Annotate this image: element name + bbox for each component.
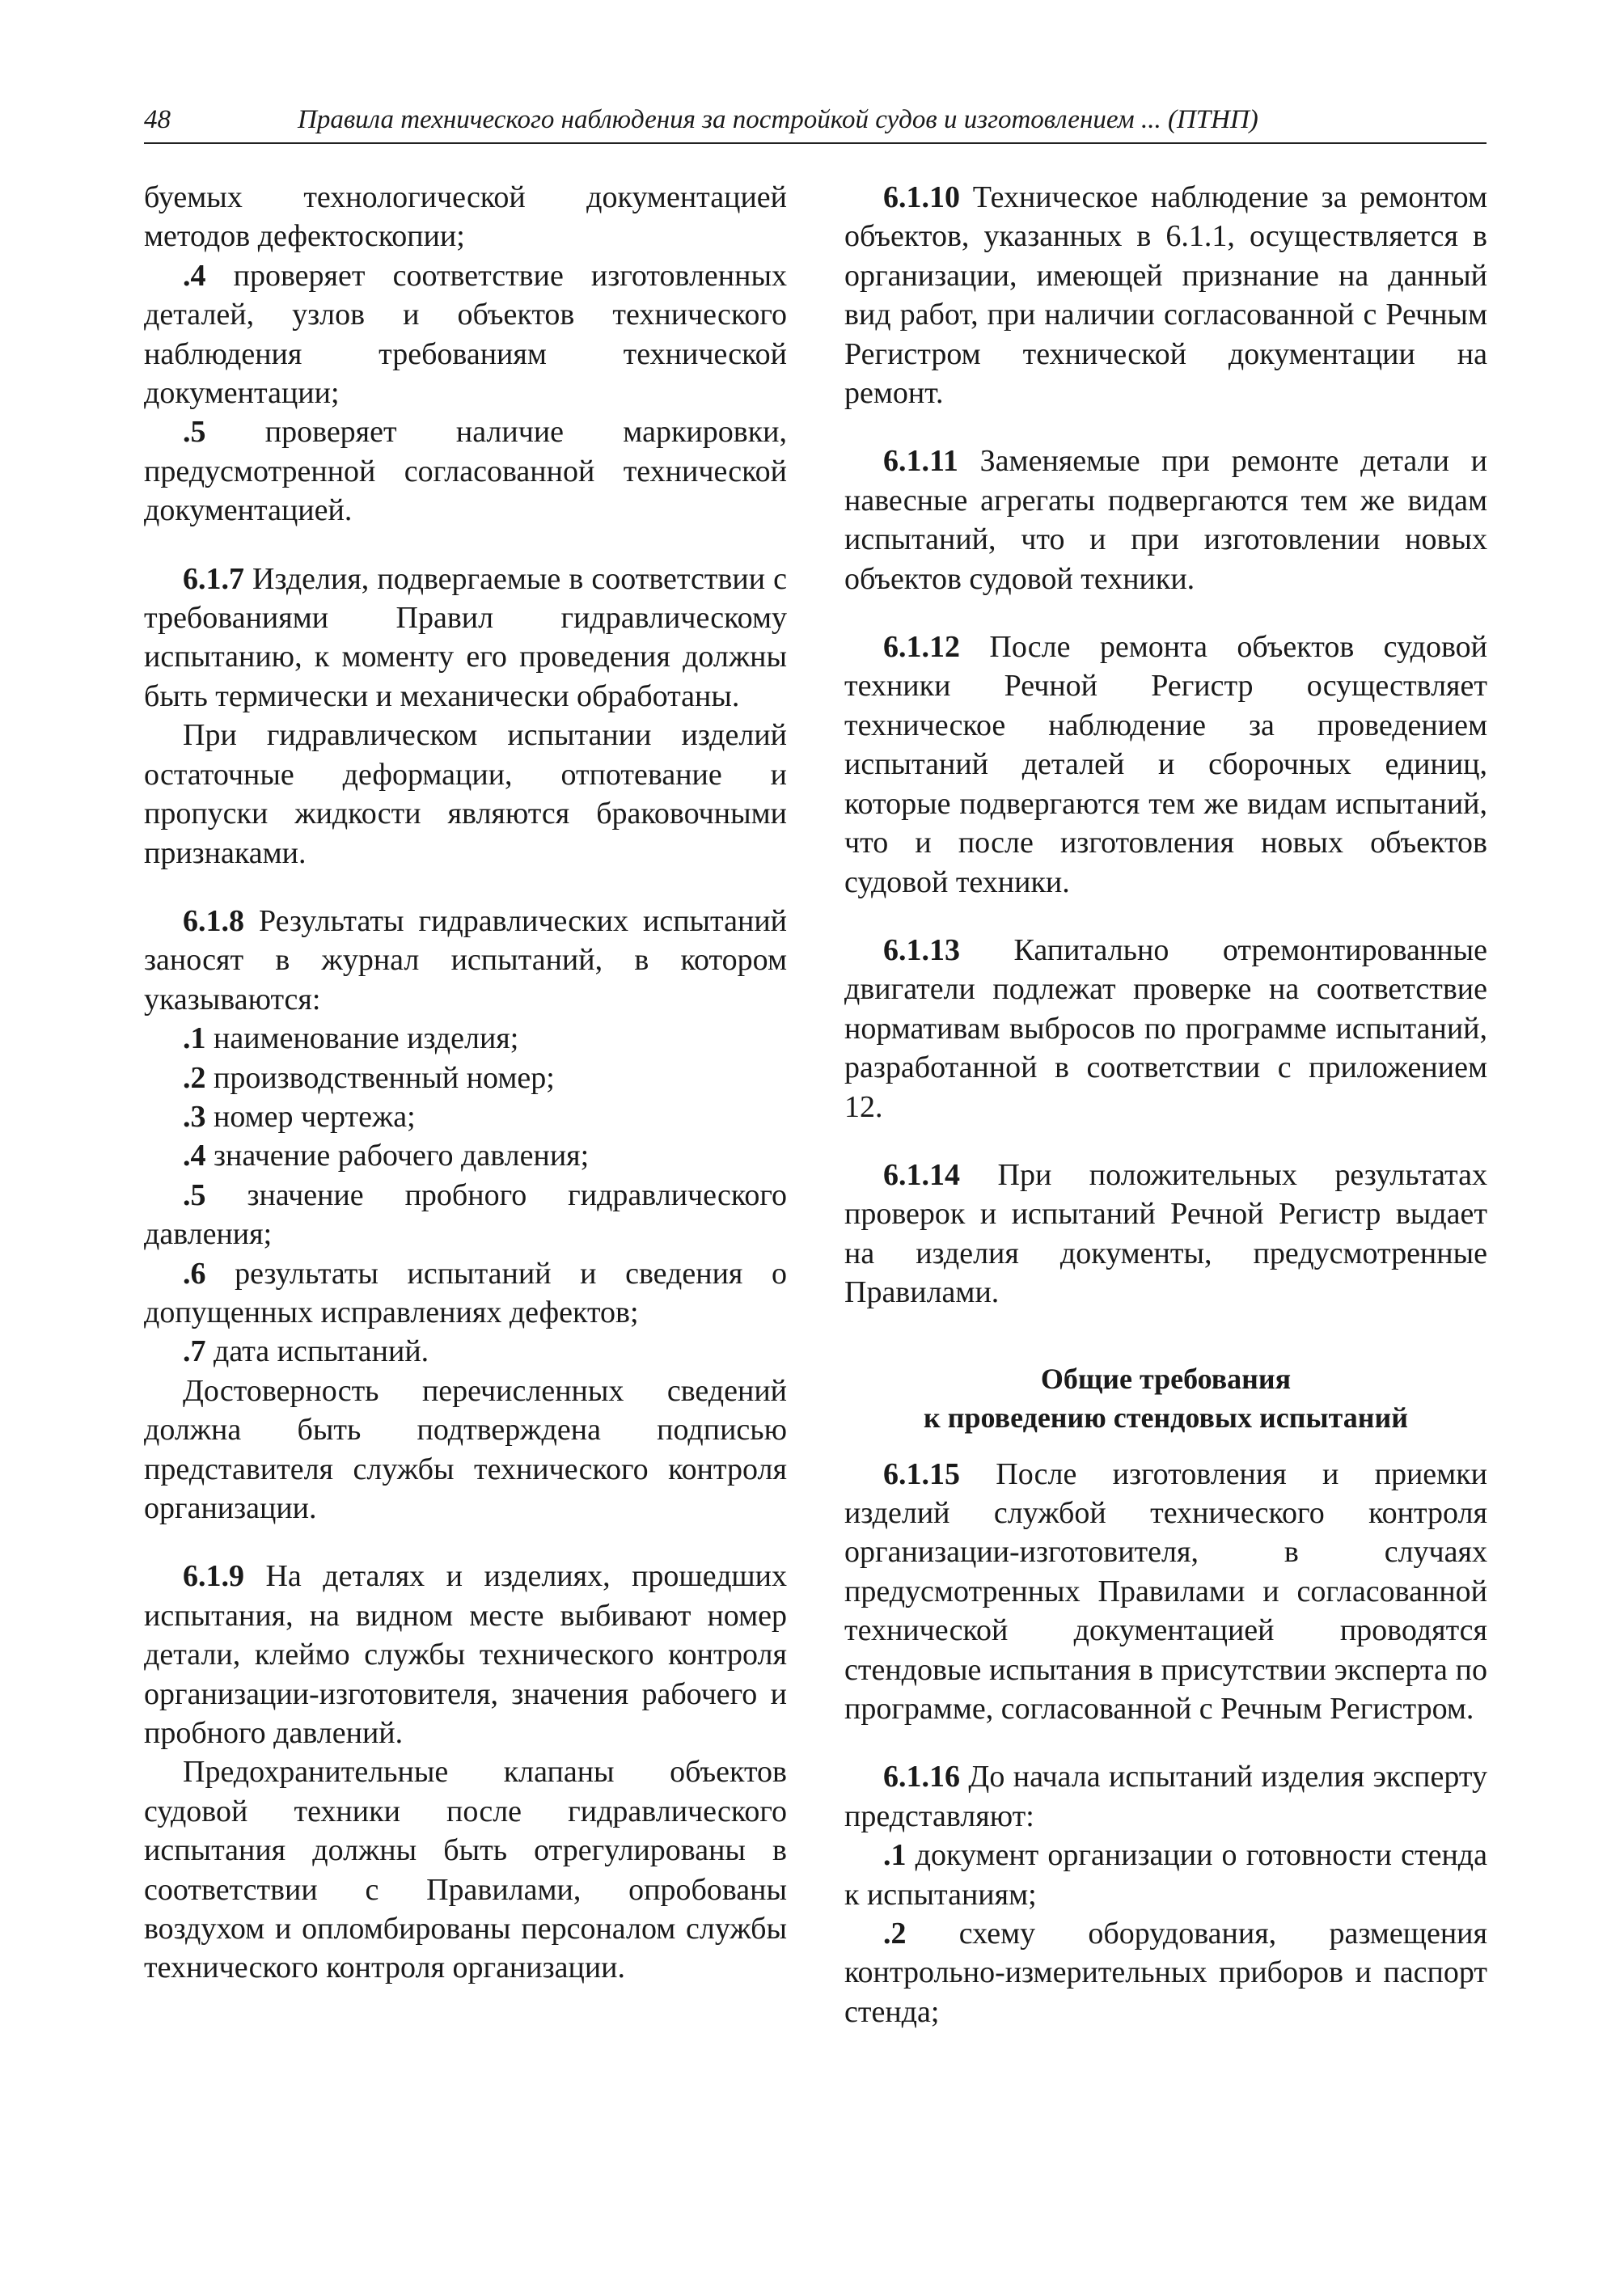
left-column [144,178,787,1988]
section-6-1-8 [144,902,787,1019]
list-item [844,1836,1487,1914]
section-6-1-16 [844,1757,1487,1836]
section-number: 6.1.9 [183,1559,244,1594]
item-text: проверяет соответствие изготовленных деталей, узлов и объектов технического наблюдения требованиям технической документации; [144,258,787,411]
section-number: 6.1.16 [883,1760,960,1794]
heading-line: к проведению стендовых испытаний [924,1401,1408,1434]
item-text: дата испытаний. [205,1334,429,1369]
item-text: производственный номер; [205,1060,555,1095]
list-item [144,1254,787,1333]
section-text: После ремонта объектов судовой техники Речной Регистр осуществляет техническое наблюдение за проведением испытаний деталей и сборочных единиц, которые подвергаются тем же видам испытаний, что и после изготовления новых объектов судовой техники. [844,630,1487,899]
item-number: .1 [883,1838,907,1873]
running-title: Правила технического наблюдения за постройкой судов и изготовлением ... (ПТНП) [298,105,1258,134]
item-text: значение рабочего давления; [205,1139,590,1173]
item-number: .4 [183,258,206,293]
section-number: 6.1.10 [883,180,960,214]
item-number: .5 [183,1177,206,1212]
section-number: 6.1.8 [183,903,244,938]
paragraph: буемых технологической документацией методов дефектоскопии; [144,180,787,254]
section-6-1-14 [844,1156,1487,1312]
item-number: .4 [183,1139,206,1173]
section-6-1-9 [144,1557,787,1752]
list-item [144,412,787,530]
paragraph: Достоверность перечисленных сведений должна быть подтверждена подписью представителя службы технического контроля организации. [144,1373,787,1525]
list-item [144,1059,787,1097]
item-number: .1 [183,1021,206,1056]
section-number: 6.1.15 [883,1456,960,1491]
list-item [144,256,787,413]
section-text: При положительных результатах проверок и испытаний Речной Регистр выдает на изделия документы, предусмотренные Правилами. [844,1157,1487,1310]
section-text: Техническое наблюдение за ремонтом объектов, указанных в 6.1.1, осуществляется в организации, имеющей признание на данный вид работ, при наличии согласованной с Речным Регистром технической документации на ремонт. [844,180,1487,411]
section-number: 6.1.11 [883,444,958,479]
paragraph: При гидравлическом испытании изделий остаточные деформации, отпотевание и пропуски жидкости являются браковочными признаками. [144,718,787,870]
item-text: номер чертежа; [205,1099,416,1134]
running-header [144,102,1487,144]
section-text: До начала испытаний изделия эксперту представляют: [844,1760,1487,1833]
section-6-1-12 [844,628,1487,902]
paragraph: Предохранительные клапаны объектов судовой техники после гидравлического испытания должны быть отрегулированы в соответствии с Правилами, опробованы воздухом и опломбированы персоналом службы технического контроля организации. [144,1755,787,1985]
section-6-1-11 [844,442,1487,598]
list-item [144,1019,787,1058]
section-text: Результаты гидравлических испытаний заносят в журнал испытаний, в котором указываются: [144,903,787,1017]
section-6-1-7 [144,560,787,716]
section-number: 6.1.13 [883,932,960,967]
list-item [144,1176,787,1254]
item-text: схему оборудования, размещения контрольно-измерительных приборов и паспорт стенда; [844,1917,1487,2029]
list-item [144,1097,787,1136]
item-text: значение пробного гидравлического давления; [144,1177,787,1252]
page-number: 48 [144,105,171,134]
section-text: Капитально отремонтированные двигатели подлежат проверке на соответствие нормативам выбросов по программе испытаний, разработанной в соответствии с приложением 12. [844,932,1487,1124]
section-number: 6.1.14 [883,1157,960,1192]
heading-line: Общие требования [1040,1362,1292,1395]
section-6-1-10 [844,178,1487,412]
item-number: .2 [883,1917,907,1951]
item-number: .5 [183,415,206,450]
section-number: 6.1.12 [883,630,960,665]
list-item [144,1332,787,1371]
section-6-1-13 [844,931,1487,1126]
item-number: .7 [183,1334,206,1369]
item-text: наименование изделия; [205,1021,519,1056]
list-item [144,1136,787,1175]
section-6-1-15 [844,1455,1487,1729]
item-text: результаты испытаний и сведения о допущенных исправлениях дефектов; [144,1256,787,1329]
item-text: проверяет наличие маркировки, предусмотренной согласованной технической документацией. [144,415,787,528]
item-number: .6 [183,1256,206,1291]
section-text: Заменяемые при ремонте детали и навесные агрегаты подвергаются тем же видам испытаний, что и при изготовлении новых объектов судовой техники. [844,444,1487,596]
item-number: .3 [183,1099,206,1134]
right-column [844,178,1487,2031]
list-item [844,1914,1487,2031]
item-number: .2 [183,1060,206,1095]
section-text: После изготовления и приемки изделий службой технического контроля организации-изготовителя, в случаях предусмотренных Правилами и согласованной технической документацией проводятся стендовые испытания в присутствии эксперта по программе, согласованной с Речным Регистром. [844,1456,1487,1726]
section-number: 6.1.7 [183,561,244,596]
section-text: Изделия, подвергаемые в соответствии с требованиями Правил гидравлическому испытанию, к моменту его проведения должны быть термически и механически обработаны. [144,561,787,713]
section-heading [844,1359,1487,1437]
item-text: документ организации о готовности стенда к испытаниям; [844,1838,1487,1912]
section-text: На деталях и изделиях, прошедших испытания, на видном месте выбивают номер детали, клеймо службы технического контроля организации-изготовителя, значения рабочего и пробного давлений. [144,1559,787,1751]
